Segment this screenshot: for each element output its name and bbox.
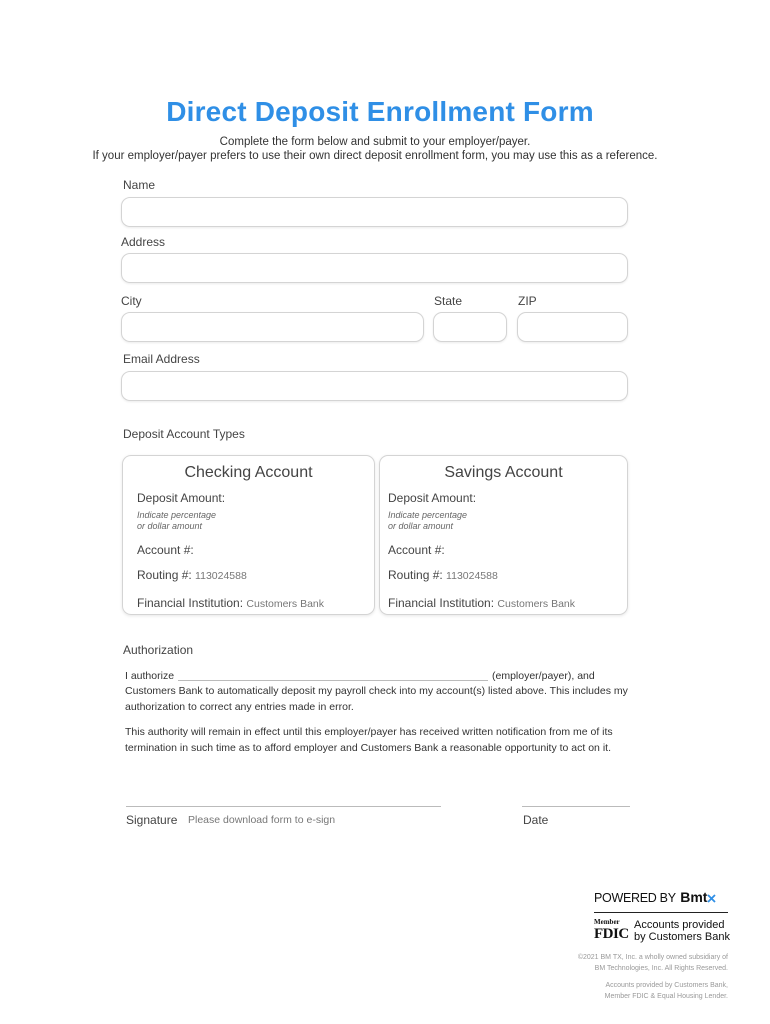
fdic-member-text: Member bbox=[594, 918, 620, 926]
signature-placeholder: Please download form to e-sign bbox=[188, 814, 336, 826]
savings-routing bbox=[388, 568, 498, 582]
name-label: Name bbox=[123, 178, 156, 192]
checking-institution bbox=[137, 596, 324, 610]
page-title: Direct Deposit Enrollment Form bbox=[166, 96, 594, 127]
savings-institution bbox=[388, 596, 575, 610]
powered-by-text: POWERED BY bbox=[594, 891, 676, 905]
checking-routing bbox=[137, 568, 247, 582]
authorization-label: Authorization bbox=[123, 643, 194, 657]
checking-account-title: Checking Account bbox=[184, 464, 313, 481]
address-input[interactable] bbox=[121, 253, 628, 283]
state-label: State bbox=[434, 294, 463, 308]
copyright-text: ©2021 BM TX, Inc. a wholly owned subsidiary of BM Technologies, Inc. All Rights Reserved. bbox=[577, 954, 728, 972]
x-mark-icon bbox=[707, 894, 716, 903]
employer-payer-text: (employer/payer), and bbox=[492, 670, 595, 682]
authorization-paragraph-1: Customers Bank to automatically deposit my payroll check into my account(s) listed above. This includes my authorization to correct any entries made in error. bbox=[125, 685, 628, 713]
checking-institution-value: Customers Bank bbox=[246, 598, 325, 610]
savings-amount-hint: Indicate percentage or dollar amount bbox=[388, 510, 468, 531]
zip-label: ZIP bbox=[518, 294, 537, 308]
authorization-paragraph-2: This authority will remain in effect until this employer/payer has received written notification from me of its termination in such time as to afford employer and Customers Bank a reasonable opportunity to act on it. bbox=[125, 726, 613, 754]
date-label: Date bbox=[523, 813, 549, 827]
savings-institution-value: Customers Bank bbox=[497, 598, 576, 610]
checking-amount-hint: Indicate percentage or dollar amount bbox=[137, 510, 217, 531]
savings-deposit-amount-label: Deposit Amount: bbox=[388, 491, 477, 505]
fdic-logo bbox=[594, 918, 630, 944]
disclaimer-text: Accounts provided by Customers Bank, Member FDIC & Equal Housing Lender. bbox=[604, 982, 728, 1000]
date-line[interactable] bbox=[522, 806, 630, 807]
state-input[interactable] bbox=[433, 312, 507, 342]
checking-routing-value: 113024588 bbox=[195, 570, 247, 582]
email-label: Email Address bbox=[123, 352, 200, 366]
deposit-account-types-label: Deposit Account Types bbox=[123, 427, 245, 441]
checking-institution-label: Financial Institution: bbox=[137, 596, 244, 610]
signature-line[interactable] bbox=[126, 806, 441, 807]
address-label: Address bbox=[121, 235, 166, 249]
name-input[interactable] bbox=[121, 197, 628, 227]
savings-institution-label: Financial Institution: bbox=[388, 596, 495, 610]
savings-routing-label: Routing #: bbox=[388, 568, 443, 582]
zip-input[interactable] bbox=[517, 312, 628, 342]
city-input[interactable] bbox=[121, 312, 424, 342]
savings-account-card bbox=[379, 455, 628, 615]
email-input[interactable] bbox=[121, 371, 628, 401]
checking-routing-label: Routing #: bbox=[137, 568, 192, 582]
checking-account-card bbox=[122, 455, 375, 615]
subtitle-line-2: If your employer/payer prefers to use their own direct deposit enrollment form, you may use this as a reference. bbox=[92, 150, 658, 162]
powered-by-logo bbox=[594, 889, 728, 909]
savings-account-title: Savings Account bbox=[444, 464, 563, 481]
savings-routing-value: 113024588 bbox=[446, 570, 498, 582]
signature-label: Signature bbox=[126, 813, 178, 827]
savings-account-number-label: Account #: bbox=[388, 543, 445, 557]
employer-name-line[interactable] bbox=[178, 680, 488, 681]
checking-deposit-amount-label: Deposit Amount: bbox=[137, 491, 226, 505]
subtitle-line-1: Complete the form below and submit to your employer/payer. bbox=[219, 136, 531, 148]
fdic-text: FDIC bbox=[594, 926, 629, 942]
accounts-provided-text: Accounts provided by Customers Bank bbox=[634, 919, 730, 943]
bmtx-brand: Bmt bbox=[680, 889, 708, 905]
city-label: City bbox=[121, 294, 142, 308]
checking-account-number-label: Account #: bbox=[137, 543, 194, 557]
footer-divider bbox=[594, 912, 728, 913]
i-authorize-text: I authorize bbox=[125, 670, 175, 682]
